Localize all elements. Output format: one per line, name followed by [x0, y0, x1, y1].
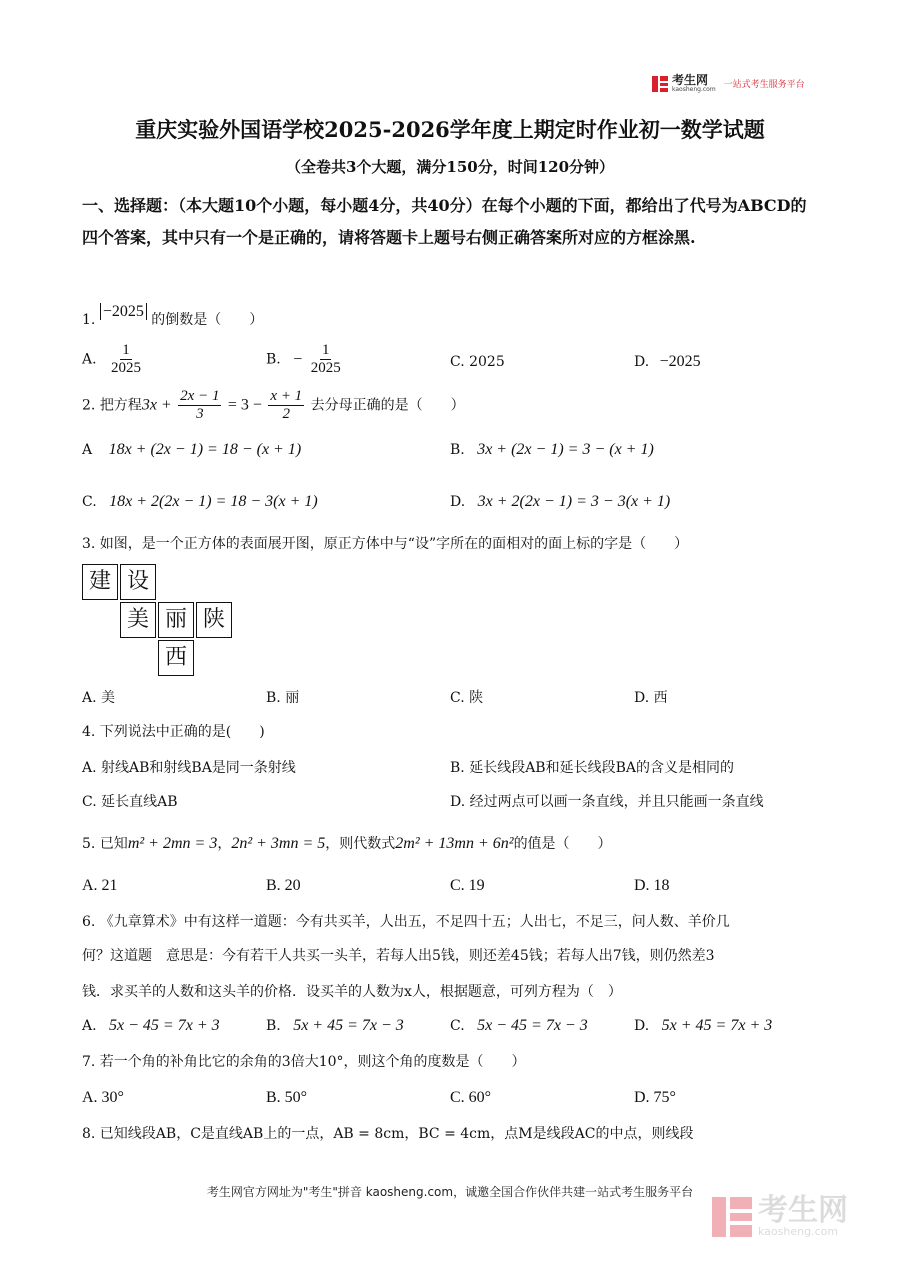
option-label: D.	[450, 494, 466, 510]
fraction: $\frac{2x - 1}{3}$	[180, 388, 220, 422]
header-logo	[652, 74, 805, 93]
question-6-line-1: 6. 《九章算术》中有这样一道题：今有共买羊，人出五，不足四十五；人出七，不足三，问人数、羊价几	[82, 914, 730, 930]
question-number: 5.	[82, 836, 96, 852]
minus-sign: −	[293, 350, 303, 368]
cube-net-figure	[82, 564, 242, 676]
kaosheng-watermark-icon	[712, 1197, 752, 1237]
option-value: 5x + 45 = 7x + 3	[661, 1017, 773, 1034]
option-b[interactable]: B. 丽	[266, 690, 300, 706]
option-b[interactable]: B. 20	[266, 877, 301, 894]
option-d[interactable]	[634, 1016, 772, 1036]
option-value: 3x + 2(2x − 1) = 3 − 3(x + 1)	[477, 493, 671, 510]
question-text: ，	[217, 836, 232, 852]
option-c[interactable]	[82, 492, 318, 512]
question-text: 把方程	[99, 397, 142, 414]
page-subtitle: （全卷共3个大题，满分150分，时间120分钟）	[285, 158, 615, 176]
equation-term: = 3 −	[227, 396, 262, 414]
option-c[interactable]: C. 19	[450, 877, 485, 894]
option-label: A	[82, 442, 93, 458]
option-label: D.	[634, 354, 650, 370]
page-title: 重庆实验外国语学校2025-2026学年度上期定时作业初一数学试题	[135, 117, 765, 142]
question-5	[82, 834, 612, 854]
logo-brand-en: kaosheng.com	[672, 86, 716, 93]
option-c[interactable]: C. 陕	[450, 690, 484, 706]
option-value: 5x − 45 = 7x + 3	[109, 1017, 220, 1034]
equation-term: 3x +	[141, 396, 172, 414]
absolute-value: −2025	[100, 303, 147, 320]
fraction: $\frac{x + 1}{2}$	[270, 388, 303, 422]
option-b[interactable]	[450, 440, 654, 460]
option-d[interactable]	[450, 492, 670, 512]
option-value: 18x + (2x − 1) = 18 − (x + 1)	[108, 441, 302, 458]
option-a[interactable]: A. 21	[82, 877, 118, 894]
watermark	[712, 1193, 848, 1238]
net-face: 西	[158, 640, 194, 676]
option-a[interactable]	[82, 1016, 220, 1036]
option-label: A.	[82, 351, 97, 368]
option-value: 18x + 2(2x − 1) = 18 − 3(x + 1)	[109, 493, 318, 510]
net-face: 建	[82, 564, 118, 600]
question-7: 7. 若一个角的补角比它的余角的3倍大10°，则这个角的度数是（ ）	[82, 1054, 526, 1070]
option-a[interactable]	[82, 342, 145, 377]
net-face: 设	[120, 564, 156, 600]
question-8: 8. 已知线段AB，C是直线AB上的一点，AB = 8cm，BC = 4cm，点M是线段AC的中点，则线段	[82, 1126, 694, 1142]
question-2	[82, 388, 465, 423]
option-b[interactable]	[266, 342, 345, 377]
net-face: 陕	[196, 602, 232, 638]
option-label: C.	[450, 1018, 465, 1034]
watermark-brand-en: kaosheng.com	[758, 1225, 839, 1238]
question-text: ，则代数式	[325, 836, 396, 852]
option-c[interactable]	[450, 1016, 588, 1036]
question-text: 的值是（ ）	[513, 836, 612, 852]
equation: 2n² + 3mn = 5	[231, 835, 326, 852]
question-6-line-2: 何？这道题 意思是：今有若干人共买一头羊，若每人出5钱，则还差45钱；若每人出7钱，则仍然差3	[82, 948, 715, 964]
question-number: 1.	[82, 312, 96, 328]
option-label: D.	[634, 1018, 650, 1034]
question-1	[82, 303, 264, 330]
option-d[interactable]: D. 经过两点可以画一条直线，并且只能画一条直线	[450, 794, 764, 810]
option-a[interactable]: A. 射线AB和射线BA是同一条射线	[82, 760, 296, 776]
fraction: $\frac{1}{2025}$	[310, 342, 341, 376]
option-d[interactable]: D. 西	[634, 690, 668, 706]
option-c[interactable]: C. 2025	[450, 354, 505, 370]
option-label: B.	[450, 442, 465, 458]
option-value: 5x + 45 = 7x − 3	[293, 1017, 404, 1034]
kaosheng-logo-icon	[652, 76, 668, 92]
question-6-line-3: 钱．求买羊的人数和这头羊的价格．设买羊的人数为x人，根据题意，可列方程为（ ）	[82, 984, 622, 1000]
option-d[interactable]	[634, 352, 701, 372]
option-value: −2025	[659, 353, 701, 370]
question-4: 4. 下列说法中正确的是( )	[82, 724, 265, 740]
question-text: 的倒数是（ ）	[151, 312, 264, 328]
question-text: 已知	[99, 836, 128, 852]
logo-brand-cn: 考生网	[672, 73, 709, 87]
net-face: 丽	[158, 602, 194, 638]
option-label: A.	[82, 1018, 97, 1034]
page-footer: 考生网官方网址为"考生"拼音 kaosheng.com，诚邀全国合作伙伴共建一站式考生服务平台	[206, 1185, 694, 1199]
option-c[interactable]: C. 60°	[450, 1089, 492, 1106]
net-face: 美	[120, 602, 156, 638]
option-b[interactable]: B. 延长线段AB和延长线段BA的含义是相同的	[450, 760, 734, 776]
question-3: 3. 如图，是一个正方体的表面展开图，原正方体中与“设”字所在的面相对的面上标的字是（ ）	[82, 536, 689, 552]
option-d[interactable]: D. 75°	[634, 1089, 676, 1106]
option-d[interactable]: D. 18	[634, 877, 670, 894]
option-a[interactable]: A. 美	[82, 690, 116, 706]
option-b[interactable]	[266, 1016, 404, 1036]
fraction: $\frac{1}{2025}$	[111, 342, 142, 376]
option-a[interactable]: A. 30°	[82, 1089, 124, 1106]
option-label: C.	[82, 494, 97, 510]
question-number: 2.	[82, 397, 96, 414]
option-b[interactable]: B. 50°	[266, 1089, 308, 1106]
equation: m² + 2mn = 3	[127, 835, 218, 852]
option-label: B.	[266, 351, 281, 368]
logo-slogan: 一站式考生服务平台	[723, 80, 805, 90]
option-value: 3x + (2x − 1) = 3 − (x + 1)	[477, 441, 654, 458]
option-label: B.	[266, 1018, 281, 1034]
section-heading: 一、选择题：（本大题10个小题，每小题4分，共40分）在每个小题的下面，都给出了代号为ABCD的四个答案，其中只有一个是正确的，请将答题卡上题号右侧正确答案所对应的方框涂黑.	[82, 196, 807, 247]
option-c[interactable]: C. 延长直线AB	[82, 794, 178, 810]
option-value: 5x − 45 = 7x − 3	[477, 1017, 588, 1034]
expression: 2m² + 13mn + 6n²	[395, 835, 514, 852]
question-text: 去分母正确的是（ ）	[310, 397, 465, 414]
option-a[interactable]	[82, 440, 301, 460]
watermark-brand-cn: 考生网	[758, 1193, 848, 1228]
